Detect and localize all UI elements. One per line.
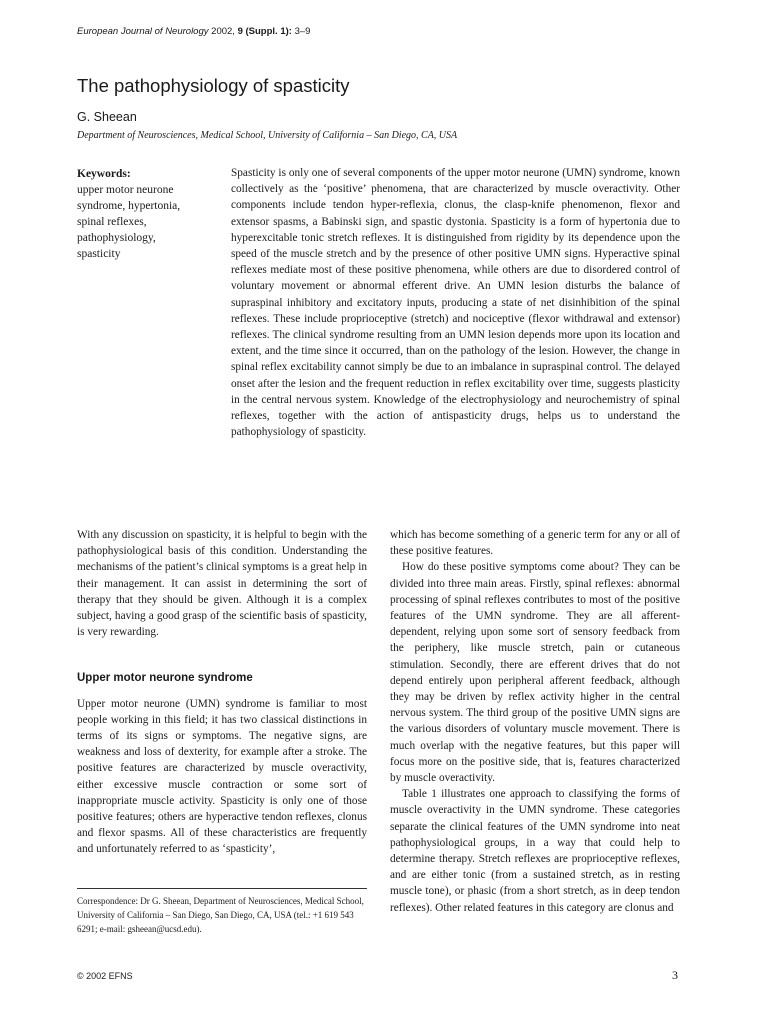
keywords-heading: Keywords: bbox=[77, 168, 131, 180]
page-number: 3 bbox=[672, 968, 678, 982]
section-heading: Upper motor neurone syndrome bbox=[77, 672, 253, 685]
body-paragraph: How do these positive symptoms come about? They can be divided into three main areas. Firstly, spinal reflexes: abnormal processing of spinal reflexes contributes to most of the positive features of the UMN syndrome. They are all afferent-dependent, relying upon some sort of sensory feedback from the periphery, like muscle stretch, pain or cutaneous stimulation. Secondly, there are efferent drives that do not depend entirely upon peripheral afferent feedback, although they may be driven by reflex activity higher in the central nervous system. The third group of the positive UMN signs are the various disorders of voluntary muscle movement. There is much overlap with the negative features, but this paper will focus more on the positive side, that is, features characterized by muscle overactivity. bbox=[390, 561, 680, 785]
journal-citation bbox=[77, 26, 310, 37]
journal-pages: 3–9 bbox=[294, 26, 311, 37]
intro-paragraph: With any discussion on spasticity, it is helpful to begin with the pathophysiological basis of this condition. Understanding the mechanisms of the patient’s clinical symptoms is a great help in their management. It can assist in determining the sort of therapy that they should be given. Although it is a complex subject, having a good grasp of the scientific basis of spasticity, is very rewarding. bbox=[77, 529, 367, 639]
journal-year: 2002, bbox=[211, 26, 235, 37]
journal-volume: 9 (Suppl. 1): bbox=[237, 26, 292, 37]
keywords-block bbox=[77, 166, 217, 263]
body-paragraph: Table 1 illustrates one approach to classifying the forms of muscle overactivity in the UMN syndrome. These categories separate the clinical features of the UMN syndrome into neat pathophysiological groups, in a way that could help to determine therapy. Stretch reflexes are proprioceptive reflexes, and are either tonic (from a sustained stretch, as in resting muscle tone), or phasic (from a short stretch, as in deep tendon reflexes). Other related features in this category are clonus and bbox=[390, 788, 680, 914]
article-title: The pathophysiology of spasticity bbox=[77, 75, 350, 96]
keyword-line: pathophysiology, bbox=[77, 232, 156, 245]
journal-name: European Journal of Neurology bbox=[77, 26, 209, 37]
keyword-line: spasticity bbox=[77, 248, 121, 261]
correspondence-footnote: Correspondence: Dr G. Sheean, Department of Neurosciences, Medical School, University of California – San Diego, San Diego, CA, USA (tel.: +1 619 543 6291; e-mail: gsheean@ucsd.edu). bbox=[77, 888, 367, 936]
body-paragraph: which has become something of a generic term for any or all of these positive features. bbox=[390, 529, 680, 558]
copyright-notice: © 2002 EFNS bbox=[77, 971, 133, 981]
keyword-line: spinal reflexes, bbox=[77, 216, 147, 229]
article-author: G. Sheean bbox=[77, 110, 137, 124]
author-affiliation: Department of Neurosciences, Medical School, University of California – San Diego, CA, USA bbox=[77, 130, 458, 141]
body-column-right bbox=[390, 527, 680, 916]
keyword-line: upper motor neurone bbox=[77, 184, 174, 197]
keyword-line: syndrome, hypertonia, bbox=[77, 200, 181, 213]
body-column-left bbox=[77, 527, 367, 858]
section-paragraph: Upper motor neurone (UMN) syndrome is familiar to most people working in this field; it has two classical distinctions in terms of its signs or symptoms. The negative signs, are weakness and loss of dexterity, for example after a stroke. The positive features are characterized by muscle overactivity, either excessive muscle contraction or some sort of inappropriate muscle activity. Spasticity is only one of those positive features; others are hyperactive tendon reflexes, clonus and flexor spasms. All of these characteristics are frequently and unfortunately referred to as ‘spasticity’, bbox=[77, 697, 367, 856]
abstract-text: Spasticity is only one of several components of the upper motor neurone (UMN) syndrome, known collectively as the ‘positive’ phenomena, that are characterized by muscle overactivity. Other components include tendon hyper-reflexia, clonus, the clasp-knife phenomenon, flexor and extensor spasms, a Babinski sign, and spastic dystonia. Spasticity is a form of hypertonia due to hyperexcitable tonic stretch reflexes. It is distinguished from rigidity by its dependence upon the speed of the muscle stretch and by the presence of other positive UMN signs. Hyperactive spinal reflexes mediate most of these positive phenomena, while others are due to disordered control of voluntary movement or abnormal efferent drive. An UMN lesion disturbs the balance of supraspinal inhibitory and excitatory inputs, producing a state of net disinhibition of the spinal reflexes. These include proprioceptive (stretch) and nociceptive (flexor withdrawal and extensor) reflexes. The clinical syndrome resulting from an UMN lesion depends more upon its location and extent, and the time since it occurred, than on the pathology of the lesion. However, the change in spinal reflex excitability cannot simply be due to an imbalance in supraspinal control. The delayed onset after the lesion and the frequent reduction in reflex excitability over time, suggests plasticity in the central nervous system. Knowledge of the electrophysiology and neurochemistry of spinal reflexes, together with the action of antispasticity drugs, helps us to understand the pathophysiology of spasticity. bbox=[231, 167, 680, 439]
